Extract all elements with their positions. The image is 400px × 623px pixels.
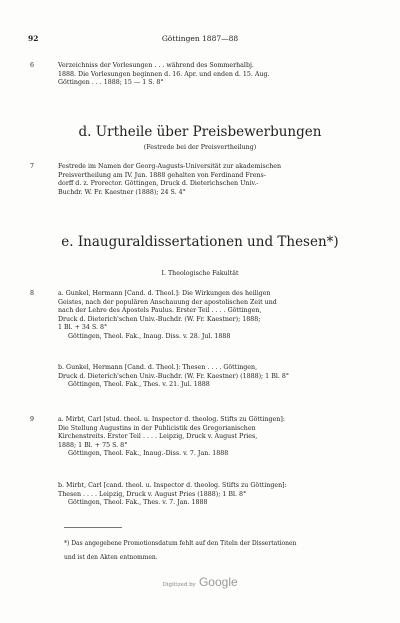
entry-citation: Göttingen, Theol. Fak., Inaug.-Diss. v. 7. Jan. 1888: [68, 450, 229, 458]
entry-8b: [58, 364, 372, 390]
entry-line: Druck d. Dieterich'schen Univ.-Buchdr. (W. Fr. Kaestner); 1888;: [58, 315, 261, 323]
page-number: 92: [28, 34, 39, 43]
entry-7: [30, 163, 372, 197]
running-title: Göttingen 1887—88: [161, 34, 239, 43]
entry-line: Buchdr. W. Fr. Kaestner (1888); 24 S. 4°: [58, 188, 186, 196]
faculty-heading: I. Theologische Fakultät: [161, 270, 239, 277]
entry-line: Geistes, nach der populären Anschauung der apostolischen Zeit und: [58, 298, 277, 306]
footnote-rule: [64, 527, 122, 528]
entry-number: 8: [30, 290, 35, 297]
entry-number: 6: [30, 62, 35, 69]
entry-line: Göttingen . . . 1888; 15 — 1 S. 8°: [58, 79, 164, 87]
entry-line: Die Stellung Augustins in der Publicistik des Gregorianischen: [58, 424, 256, 432]
entry-line: Thesen . . . . Leipzig, Druck v. August Pries (1888); 1 Bl. 8°: [58, 490, 247, 498]
entry-line: 1888; 1 Bl. + 75 S. 8°: [58, 441, 128, 449]
entry-line: nach der Lehre des Apostels Paulus. Erster Teil . . . . Göttingen,: [58, 307, 262, 315]
section-d-subtitle: (Festrede bei der Preisvertheilung): [143, 144, 257, 151]
digitized-by-text: Digitized by: [162, 582, 196, 588]
entry-line: a. Mirbt, Carl [stud. theol. u. Inspector d. theolog. Stifts zu Göttingen]:: [58, 416, 285, 423]
entry-line: Verzeichniss der Vorlesungen . . . während des Sommerhalbj.: [58, 62, 254, 69]
footnote-line: *) Das angegebene Promotionsdatum fehlt auf den Titeln der Dissertationen: [64, 540, 297, 547]
google-logo: Google: [198, 575, 238, 589]
footnote: [64, 534, 372, 568]
entry-line: Druck d. Dieterich'schen Univ.-Buchdr. (W. Fr. Kaestner) (1888); 1 Bl. 8°: [58, 372, 289, 380]
entry-9b: [58, 482, 372, 508]
entry-line: b. Gunkel, Hermann [Cand. d. Theol.]: Thesen . . . . Göttingen,: [58, 364, 258, 371]
page-header: [28, 34, 372, 44]
entry-line: Kirchenstreits. Erster Teil . . . . Leipzig, Druck v. August Pries,: [58, 433, 258, 441]
entry-citation: Göttingen, Theol. Fak., Thes. v. 7. Jan. 1888: [68, 499, 208, 507]
entry-6: [30, 62, 372, 88]
entry-line: Preisvertheilung am IV. Jun. 1888 gehalten von Ferdinand Frens-: [58, 171, 266, 179]
entry-line: 1 Bl. + 34 S. 8°: [58, 324, 108, 332]
entry-8a: [30, 290, 372, 342]
entry-9a: [30, 416, 372, 459]
entry-line: a. Gunkel, Hermann [Cand. d. Theol.]: Die Wirkungen des heiligen: [58, 290, 271, 297]
section-d-title: d. Urtheile über Preisbewerbungen: [78, 124, 322, 140]
entry-citation: Göttingen, Theol. Fak., Thes. v. 21. Jul. 1888: [68, 381, 210, 389]
entry-line: b. Mirbt, Carl [cand. theol. u. Inspector d. theolog. Stifts zu Göttingen]:: [58, 482, 287, 489]
section-e-title: e. Inauguraldissertationen und Thesen*): [61, 234, 339, 250]
entry-line: Festrede im Namen der Georg-Augusts-Universität zur akademischen: [58, 163, 282, 170]
entry-number: 9: [30, 416, 35, 423]
entry-citation: Göttingen, Theol. Fak., Inaug. Diss. v. 28. Jul. 1888: [68, 332, 231, 340]
footnote-line: und ist den Akten entnommen.: [64, 554, 158, 561]
entry-line: 1888. Die Vorlesungen beginnen d. 16. Apr. und enden d. 15. Aug.: [58, 70, 270, 78]
entry-line: dorff d. z. Prorector. Göttingen, Druck d. Dieterichschen Univ.-: [58, 180, 259, 188]
digitized-watermark: [0, 575, 400, 589]
entry-number: 7: [30, 163, 35, 170]
